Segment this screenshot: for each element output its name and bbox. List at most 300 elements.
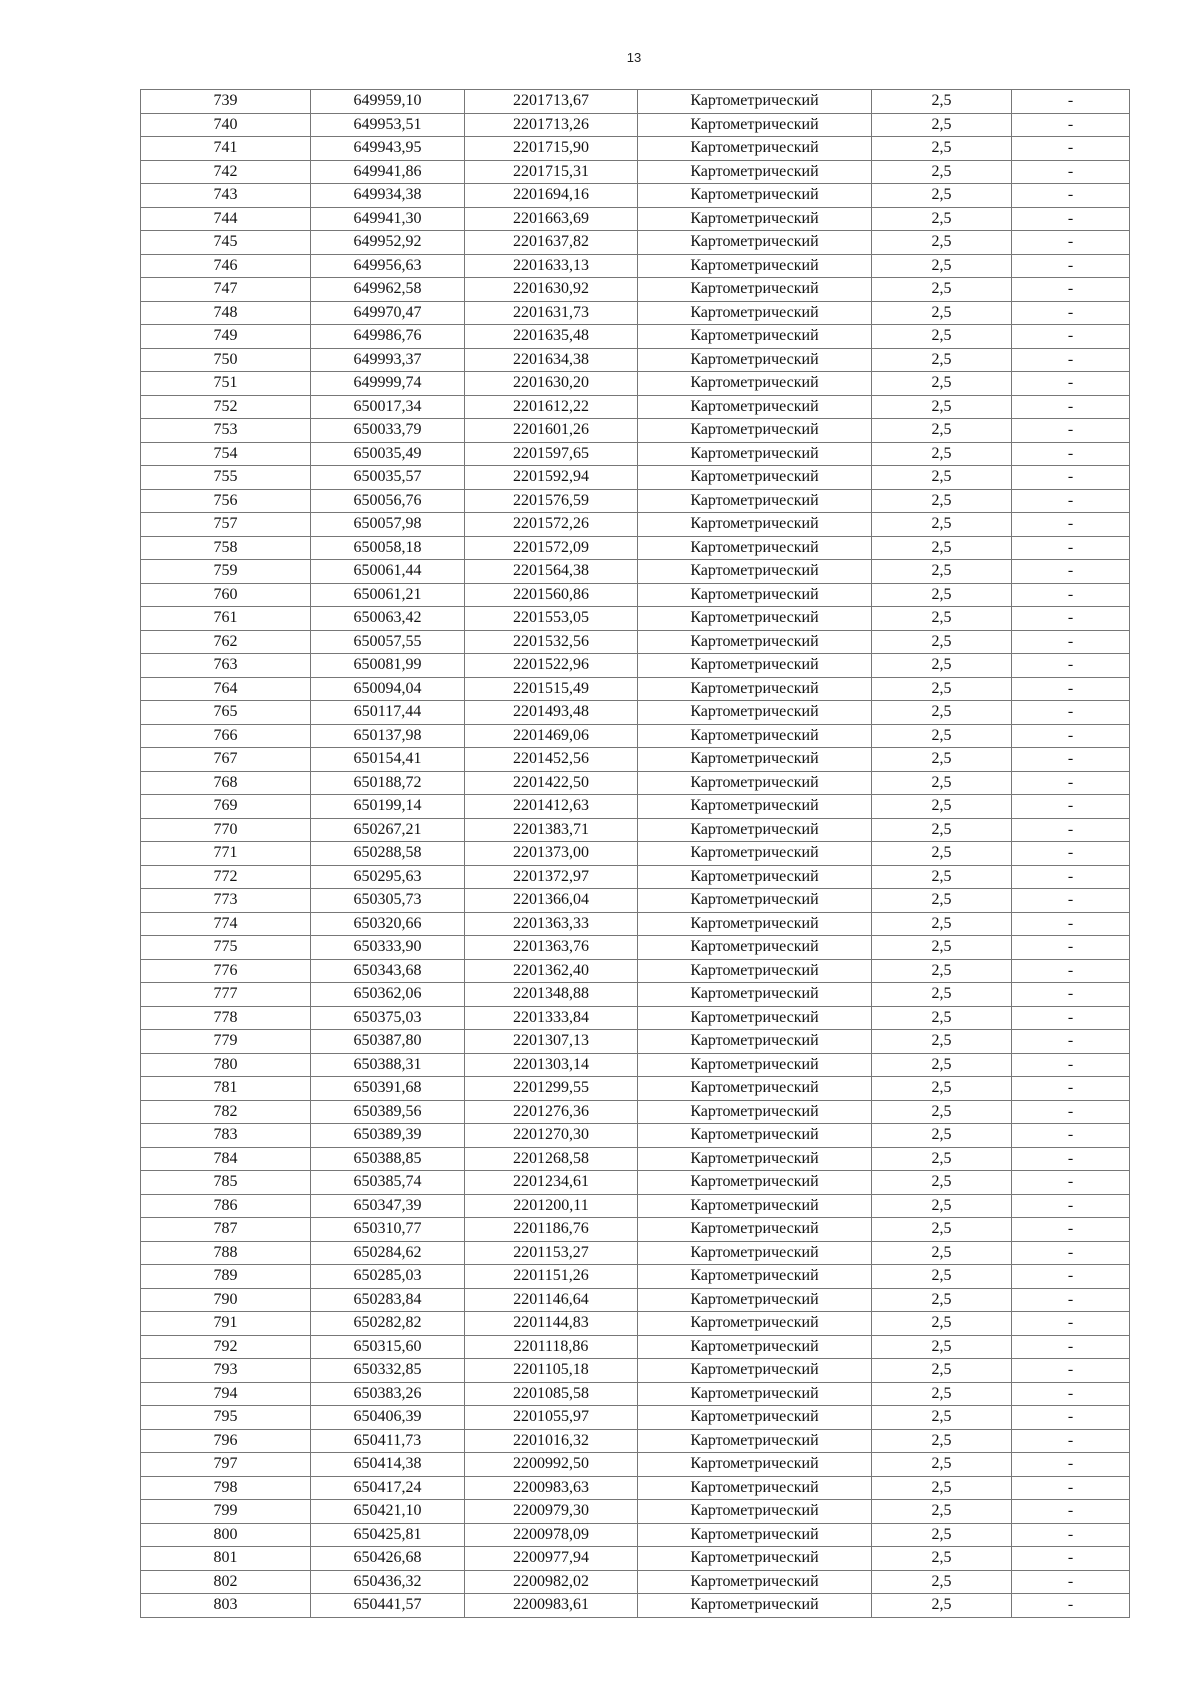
point-number-cell: 765 bbox=[141, 701, 311, 725]
accuracy-cell: 2,5 bbox=[872, 90, 1012, 114]
x-coordinate-cell: 650391,68 bbox=[311, 1077, 465, 1101]
table-row bbox=[141, 160, 1130, 184]
table-row bbox=[141, 207, 1130, 231]
point-number-cell: 786 bbox=[141, 1194, 311, 1218]
point-number-cell: 775 bbox=[141, 936, 311, 960]
x-coordinate-cell: 650061,21 bbox=[311, 583, 465, 607]
method-cell: Картометрический bbox=[638, 701, 872, 725]
x-coordinate-cell: 649959,10 bbox=[311, 90, 465, 114]
accuracy-cell: 2,5 bbox=[872, 1312, 1012, 1336]
accuracy-cell: 2,5 bbox=[872, 1124, 1012, 1148]
accuracy-cell: 2,5 bbox=[872, 724, 1012, 748]
x-coordinate-cell: 650035,49 bbox=[311, 442, 465, 466]
table-row bbox=[141, 1006, 1130, 1030]
table-row bbox=[141, 959, 1130, 983]
x-coordinate-cell: 650385,74 bbox=[311, 1171, 465, 1195]
method-cell: Картометрический bbox=[638, 419, 872, 443]
table-row bbox=[141, 466, 1130, 490]
table-row bbox=[141, 795, 1130, 819]
description-cell: - bbox=[1012, 583, 1130, 607]
table-row bbox=[141, 1288, 1130, 1312]
description-cell: - bbox=[1012, 1218, 1130, 1242]
point-number-cell: 749 bbox=[141, 325, 311, 349]
x-coordinate-cell: 650063,42 bbox=[311, 607, 465, 631]
method-cell: Картометрический bbox=[638, 748, 872, 772]
y-coordinate-cell: 2201055,97 bbox=[465, 1406, 638, 1430]
x-coordinate-cell: 649999,74 bbox=[311, 372, 465, 396]
description-cell: - bbox=[1012, 254, 1130, 278]
point-number-cell: 777 bbox=[141, 983, 311, 1007]
point-number-cell: 756 bbox=[141, 489, 311, 513]
x-coordinate-cell: 650288,58 bbox=[311, 842, 465, 866]
x-coordinate-cell: 649953,51 bbox=[311, 113, 465, 137]
description-cell: - bbox=[1012, 1453, 1130, 1477]
description-cell: - bbox=[1012, 936, 1130, 960]
accuracy-cell: 2,5 bbox=[872, 348, 1012, 372]
table-row bbox=[141, 936, 1130, 960]
description-cell: - bbox=[1012, 1406, 1130, 1430]
y-coordinate-cell: 2201268,58 bbox=[465, 1147, 638, 1171]
table-row bbox=[141, 372, 1130, 396]
accuracy-cell: 2,5 bbox=[872, 865, 1012, 889]
method-cell: Картометрический bbox=[638, 395, 872, 419]
description-cell: - bbox=[1012, 1335, 1130, 1359]
y-coordinate-cell: 2200982,02 bbox=[465, 1570, 638, 1594]
method-cell: Картометрический bbox=[638, 607, 872, 631]
y-coordinate-cell: 2200979,30 bbox=[465, 1500, 638, 1524]
description-cell: - bbox=[1012, 1594, 1130, 1618]
method-cell: Картометрический bbox=[638, 1406, 872, 1430]
table-row bbox=[141, 654, 1130, 678]
method-cell: Картометрический bbox=[638, 442, 872, 466]
point-number-cell: 782 bbox=[141, 1100, 311, 1124]
method-cell: Картометрический bbox=[638, 1124, 872, 1148]
accuracy-cell: 2,5 bbox=[872, 607, 1012, 631]
method-cell: Картометрический bbox=[638, 865, 872, 889]
table-row bbox=[141, 231, 1130, 255]
method-cell: Картометрический bbox=[638, 372, 872, 396]
y-coordinate-cell: 2201576,59 bbox=[465, 489, 638, 513]
method-cell: Картометрический bbox=[638, 936, 872, 960]
x-coordinate-cell: 649943,95 bbox=[311, 137, 465, 161]
x-coordinate-cell: 650436,32 bbox=[311, 1570, 465, 1594]
table-row bbox=[141, 1124, 1130, 1148]
method-cell: Картометрический bbox=[638, 489, 872, 513]
description-cell: - bbox=[1012, 1241, 1130, 1265]
x-coordinate-cell: 649934,38 bbox=[311, 184, 465, 208]
table-row bbox=[141, 1312, 1130, 1336]
accuracy-cell: 2,5 bbox=[872, 748, 1012, 772]
table-row bbox=[141, 278, 1130, 302]
table-row bbox=[141, 1476, 1130, 1500]
x-coordinate-cell: 650057,55 bbox=[311, 630, 465, 654]
description-cell: - bbox=[1012, 983, 1130, 1007]
point-number-cell: 770 bbox=[141, 818, 311, 842]
point-number-cell: 789 bbox=[141, 1265, 311, 1289]
table-row bbox=[141, 1359, 1130, 1383]
method-cell: Картометрический bbox=[638, 1476, 872, 1500]
accuracy-cell: 2,5 bbox=[872, 1523, 1012, 1547]
point-number-cell: 760 bbox=[141, 583, 311, 607]
method-cell: Картометрический bbox=[638, 1312, 872, 1336]
x-coordinate-cell: 650285,03 bbox=[311, 1265, 465, 1289]
point-number-cell: 744 bbox=[141, 207, 311, 231]
y-coordinate-cell: 2200992,50 bbox=[465, 1453, 638, 1477]
description-cell: - bbox=[1012, 1359, 1130, 1383]
description-cell: - bbox=[1012, 795, 1130, 819]
method-cell: Картометрический bbox=[638, 536, 872, 560]
point-number-cell: 764 bbox=[141, 677, 311, 701]
method-cell: Картометрический bbox=[638, 1100, 872, 1124]
accuracy-cell: 2,5 bbox=[872, 395, 1012, 419]
table-row bbox=[141, 1335, 1130, 1359]
accuracy-cell: 2,5 bbox=[872, 560, 1012, 584]
x-coordinate-cell: 650117,44 bbox=[311, 701, 465, 725]
table-row bbox=[141, 513, 1130, 537]
x-coordinate-cell: 650033,79 bbox=[311, 419, 465, 443]
method-cell: Картометрический bbox=[638, 677, 872, 701]
x-coordinate-cell: 650332,85 bbox=[311, 1359, 465, 1383]
table-row bbox=[141, 630, 1130, 654]
description-cell: - bbox=[1012, 90, 1130, 114]
method-cell: Картометрический bbox=[638, 771, 872, 795]
x-coordinate-cell: 650081,99 bbox=[311, 654, 465, 678]
point-number-cell: 741 bbox=[141, 137, 311, 161]
accuracy-cell: 2,5 bbox=[872, 1288, 1012, 1312]
description-cell: - bbox=[1012, 677, 1130, 701]
y-coordinate-cell: 2201412,63 bbox=[465, 795, 638, 819]
point-number-cell: 780 bbox=[141, 1053, 311, 1077]
x-coordinate-cell: 650425,81 bbox=[311, 1523, 465, 1547]
description-cell: - bbox=[1012, 1053, 1130, 1077]
point-number-cell: 776 bbox=[141, 959, 311, 983]
point-number-cell: 750 bbox=[141, 348, 311, 372]
method-cell: Картометрический bbox=[638, 1570, 872, 1594]
point-number-cell: 753 bbox=[141, 419, 311, 443]
description-cell: - bbox=[1012, 113, 1130, 137]
description-cell: - bbox=[1012, 160, 1130, 184]
method-cell: Картометрический bbox=[638, 959, 872, 983]
point-number-cell: 788 bbox=[141, 1241, 311, 1265]
method-cell: Картометрический bbox=[638, 184, 872, 208]
table-row bbox=[141, 1171, 1130, 1195]
point-number-cell: 752 bbox=[141, 395, 311, 419]
table-row bbox=[141, 724, 1130, 748]
method-cell: Картометрический bbox=[638, 160, 872, 184]
description-cell: - bbox=[1012, 842, 1130, 866]
description-cell: - bbox=[1012, 1288, 1130, 1312]
method-cell: Картометрический bbox=[638, 231, 872, 255]
method-cell: Картометрический bbox=[638, 842, 872, 866]
y-coordinate-cell: 2201493,48 bbox=[465, 701, 638, 725]
table-row bbox=[141, 1053, 1130, 1077]
method-cell: Картометрический bbox=[638, 1053, 872, 1077]
y-coordinate-cell: 2201572,09 bbox=[465, 536, 638, 560]
x-coordinate-cell: 650058,18 bbox=[311, 536, 465, 560]
method-cell: Картометрический bbox=[638, 90, 872, 114]
point-number-cell: 757 bbox=[141, 513, 311, 537]
accuracy-cell: 2,5 bbox=[872, 1594, 1012, 1618]
accuracy-cell: 2,5 bbox=[872, 889, 1012, 913]
method-cell: Картометрический bbox=[638, 912, 872, 936]
table-row bbox=[141, 301, 1130, 325]
method-cell: Картометрический bbox=[638, 1147, 872, 1171]
method-cell: Картометрический bbox=[638, 1523, 872, 1547]
accuracy-cell: 2,5 bbox=[872, 912, 1012, 936]
point-number-cell: 742 bbox=[141, 160, 311, 184]
point-number-cell: 779 bbox=[141, 1030, 311, 1054]
x-coordinate-cell: 649956,63 bbox=[311, 254, 465, 278]
method-cell: Картометрический bbox=[638, 795, 872, 819]
point-number-cell: 743 bbox=[141, 184, 311, 208]
table-row bbox=[141, 1241, 1130, 1265]
x-coordinate-cell: 649986,76 bbox=[311, 325, 465, 349]
y-coordinate-cell: 2201105,18 bbox=[465, 1359, 638, 1383]
y-coordinate-cell: 2200983,61 bbox=[465, 1594, 638, 1618]
x-coordinate-cell: 650295,63 bbox=[311, 865, 465, 889]
x-coordinate-cell: 650375,03 bbox=[311, 1006, 465, 1030]
method-cell: Картометрический bbox=[638, 1359, 872, 1383]
description-cell: - bbox=[1012, 607, 1130, 631]
accuracy-cell: 2,5 bbox=[872, 1335, 1012, 1359]
y-coordinate-cell: 2201186,76 bbox=[465, 1218, 638, 1242]
point-number-cell: 748 bbox=[141, 301, 311, 325]
description-cell: - bbox=[1012, 959, 1130, 983]
method-cell: Картометрический bbox=[638, 137, 872, 161]
accuracy-cell: 2,5 bbox=[872, 1500, 1012, 1524]
y-coordinate-cell: 2201553,05 bbox=[465, 607, 638, 631]
table-row bbox=[141, 137, 1130, 161]
table-row bbox=[141, 1547, 1130, 1571]
table-row bbox=[141, 1218, 1130, 1242]
accuracy-cell: 2,5 bbox=[872, 1100, 1012, 1124]
method-cell: Картометрический bbox=[638, 1171, 872, 1195]
table-row bbox=[141, 489, 1130, 513]
x-coordinate-cell: 650199,14 bbox=[311, 795, 465, 819]
description-cell: - bbox=[1012, 278, 1130, 302]
y-coordinate-cell: 2201383,71 bbox=[465, 818, 638, 842]
method-cell: Картометрический bbox=[638, 207, 872, 231]
table-row bbox=[141, 348, 1130, 372]
table-row bbox=[141, 865, 1130, 889]
y-coordinate-cell: 2201151,26 bbox=[465, 1265, 638, 1289]
table-row bbox=[141, 701, 1130, 725]
method-cell: Картометрический bbox=[638, 630, 872, 654]
description-cell: - bbox=[1012, 207, 1130, 231]
table-row bbox=[141, 1147, 1130, 1171]
description-cell: - bbox=[1012, 184, 1130, 208]
point-number-cell: 751 bbox=[141, 372, 311, 396]
point-number-cell: 769 bbox=[141, 795, 311, 819]
accuracy-cell: 2,5 bbox=[872, 1453, 1012, 1477]
accuracy-cell: 2,5 bbox=[872, 1241, 1012, 1265]
accuracy-cell: 2,5 bbox=[872, 372, 1012, 396]
x-coordinate-cell: 650388,85 bbox=[311, 1147, 465, 1171]
description-cell: - bbox=[1012, 301, 1130, 325]
table-row bbox=[141, 1594, 1130, 1618]
accuracy-cell: 2,5 bbox=[872, 959, 1012, 983]
description-cell: - bbox=[1012, 701, 1130, 725]
y-coordinate-cell: 2201422,50 bbox=[465, 771, 638, 795]
accuracy-cell: 2,5 bbox=[872, 1006, 1012, 1030]
table-row bbox=[141, 184, 1130, 208]
accuracy-cell: 2,5 bbox=[872, 818, 1012, 842]
method-cell: Картометрический bbox=[638, 513, 872, 537]
table-row bbox=[141, 912, 1130, 936]
point-number-cell: 745 bbox=[141, 231, 311, 255]
table-row bbox=[141, 90, 1130, 114]
table-row bbox=[141, 771, 1130, 795]
y-coordinate-cell: 2201366,04 bbox=[465, 889, 638, 913]
description-cell: - bbox=[1012, 654, 1130, 678]
point-number-cell: 794 bbox=[141, 1382, 311, 1406]
accuracy-cell: 2,5 bbox=[872, 1265, 1012, 1289]
point-number-cell: 740 bbox=[141, 113, 311, 137]
y-coordinate-cell: 2201373,00 bbox=[465, 842, 638, 866]
accuracy-cell: 2,5 bbox=[872, 278, 1012, 302]
method-cell: Картометрический bbox=[638, 724, 872, 748]
table-row bbox=[141, 1265, 1130, 1289]
point-number-cell: 768 bbox=[141, 771, 311, 795]
point-number-cell: 755 bbox=[141, 466, 311, 490]
method-cell: Картометрический bbox=[638, 1241, 872, 1265]
table-row bbox=[141, 560, 1130, 584]
method-cell: Картометрический bbox=[638, 113, 872, 137]
table-row bbox=[141, 419, 1130, 443]
x-coordinate-cell: 650035,57 bbox=[311, 466, 465, 490]
x-coordinate-cell: 650057,98 bbox=[311, 513, 465, 537]
table-row bbox=[141, 1030, 1130, 1054]
method-cell: Картометрический bbox=[638, 983, 872, 1007]
table-row bbox=[141, 325, 1130, 349]
table-row bbox=[141, 395, 1130, 419]
description-cell: - bbox=[1012, 1429, 1130, 1453]
point-number-cell: 795 bbox=[141, 1406, 311, 1430]
point-number-cell: 785 bbox=[141, 1171, 311, 1195]
accuracy-cell: 2,5 bbox=[872, 536, 1012, 560]
method-cell: Картометрический bbox=[638, 348, 872, 372]
accuracy-cell: 2,5 bbox=[872, 1194, 1012, 1218]
method-cell: Картометрический bbox=[638, 1006, 872, 1030]
accuracy-cell: 2,5 bbox=[872, 1077, 1012, 1101]
y-coordinate-cell: 2200977,94 bbox=[465, 1547, 638, 1571]
x-coordinate-cell: 650137,98 bbox=[311, 724, 465, 748]
x-coordinate-cell: 650283,84 bbox=[311, 1288, 465, 1312]
description-cell: - bbox=[1012, 1547, 1130, 1571]
description-cell: - bbox=[1012, 889, 1130, 913]
point-number-cell: 772 bbox=[141, 865, 311, 889]
y-coordinate-cell: 2201635,48 bbox=[465, 325, 638, 349]
y-coordinate-cell: 2201270,30 bbox=[465, 1124, 638, 1148]
y-coordinate-cell: 2201363,33 bbox=[465, 912, 638, 936]
table-row bbox=[141, 1429, 1130, 1453]
description-cell: - bbox=[1012, 489, 1130, 513]
description-cell: - bbox=[1012, 395, 1130, 419]
x-coordinate-cell: 650305,73 bbox=[311, 889, 465, 913]
y-coordinate-cell: 2201144,83 bbox=[465, 1312, 638, 1336]
y-coordinate-cell: 2201637,82 bbox=[465, 231, 638, 255]
method-cell: Картометрический bbox=[638, 301, 872, 325]
table-row bbox=[141, 1077, 1130, 1101]
x-coordinate-cell: 649941,86 bbox=[311, 160, 465, 184]
accuracy-cell: 2,5 bbox=[872, 1570, 1012, 1594]
description-cell: - bbox=[1012, 1312, 1130, 1336]
x-coordinate-cell: 650284,62 bbox=[311, 1241, 465, 1265]
point-number-cell: 797 bbox=[141, 1453, 311, 1477]
table-row bbox=[141, 1523, 1130, 1547]
y-coordinate-cell: 2201372,97 bbox=[465, 865, 638, 889]
y-coordinate-cell: 2201612,22 bbox=[465, 395, 638, 419]
y-coordinate-cell: 2201634,38 bbox=[465, 348, 638, 372]
point-number-cell: 803 bbox=[141, 1594, 311, 1618]
method-cell: Картометрический bbox=[638, 1265, 872, 1289]
x-coordinate-cell: 649962,58 bbox=[311, 278, 465, 302]
accuracy-cell: 2,5 bbox=[872, 489, 1012, 513]
y-coordinate-cell: 2201348,88 bbox=[465, 983, 638, 1007]
accuracy-cell: 2,5 bbox=[872, 1030, 1012, 1054]
point-number-cell: 802 bbox=[141, 1570, 311, 1594]
table-row bbox=[141, 113, 1130, 137]
accuracy-cell: 2,5 bbox=[872, 1171, 1012, 1195]
description-cell: - bbox=[1012, 1100, 1130, 1124]
method-cell: Картометрический bbox=[638, 1194, 872, 1218]
y-coordinate-cell: 2200983,63 bbox=[465, 1476, 638, 1500]
point-number-cell: 746 bbox=[141, 254, 311, 278]
x-coordinate-cell: 650267,21 bbox=[311, 818, 465, 842]
method-cell: Картометрический bbox=[638, 254, 872, 278]
x-coordinate-cell: 649970,47 bbox=[311, 301, 465, 325]
accuracy-cell: 2,5 bbox=[872, 654, 1012, 678]
y-coordinate-cell: 2201532,56 bbox=[465, 630, 638, 654]
description-cell: - bbox=[1012, 348, 1130, 372]
x-coordinate-cell: 649993,37 bbox=[311, 348, 465, 372]
point-number-cell: 754 bbox=[141, 442, 311, 466]
y-coordinate-cell: 2201452,56 bbox=[465, 748, 638, 772]
x-coordinate-cell: 650347,39 bbox=[311, 1194, 465, 1218]
description-cell: - bbox=[1012, 1523, 1130, 1547]
y-coordinate-cell: 2201572,26 bbox=[465, 513, 638, 537]
accuracy-cell: 2,5 bbox=[872, 795, 1012, 819]
table-row bbox=[141, 1100, 1130, 1124]
method-cell: Картометрический bbox=[638, 1547, 872, 1571]
description-cell: - bbox=[1012, 1194, 1130, 1218]
accuracy-cell: 2,5 bbox=[872, 184, 1012, 208]
accuracy-cell: 2,5 bbox=[872, 842, 1012, 866]
y-coordinate-cell: 2201515,49 bbox=[465, 677, 638, 701]
accuracy-cell: 2,5 bbox=[872, 254, 1012, 278]
y-coordinate-cell: 2201153,27 bbox=[465, 1241, 638, 1265]
x-coordinate-cell: 650320,66 bbox=[311, 912, 465, 936]
y-coordinate-cell: 2201362,40 bbox=[465, 959, 638, 983]
y-coordinate-cell: 2201234,61 bbox=[465, 1171, 638, 1195]
y-coordinate-cell: 2201630,92 bbox=[465, 278, 638, 302]
y-coordinate-cell: 2201200,11 bbox=[465, 1194, 638, 1218]
accuracy-cell: 2,5 bbox=[872, 1476, 1012, 1500]
x-coordinate-cell: 650383,26 bbox=[311, 1382, 465, 1406]
table-row bbox=[141, 983, 1130, 1007]
accuracy-cell: 2,5 bbox=[872, 1147, 1012, 1171]
x-coordinate-cell: 650343,68 bbox=[311, 959, 465, 983]
y-coordinate-cell: 2201299,55 bbox=[465, 1077, 638, 1101]
point-number-cell: 778 bbox=[141, 1006, 311, 1030]
point-number-cell: 784 bbox=[141, 1147, 311, 1171]
method-cell: Картометрический bbox=[638, 818, 872, 842]
x-coordinate-cell: 650154,41 bbox=[311, 748, 465, 772]
y-coordinate-cell: 2201597,65 bbox=[465, 442, 638, 466]
y-coordinate-cell: 2201633,13 bbox=[465, 254, 638, 278]
method-cell: Картометрический bbox=[638, 1500, 872, 1524]
table-row bbox=[141, 1406, 1130, 1430]
